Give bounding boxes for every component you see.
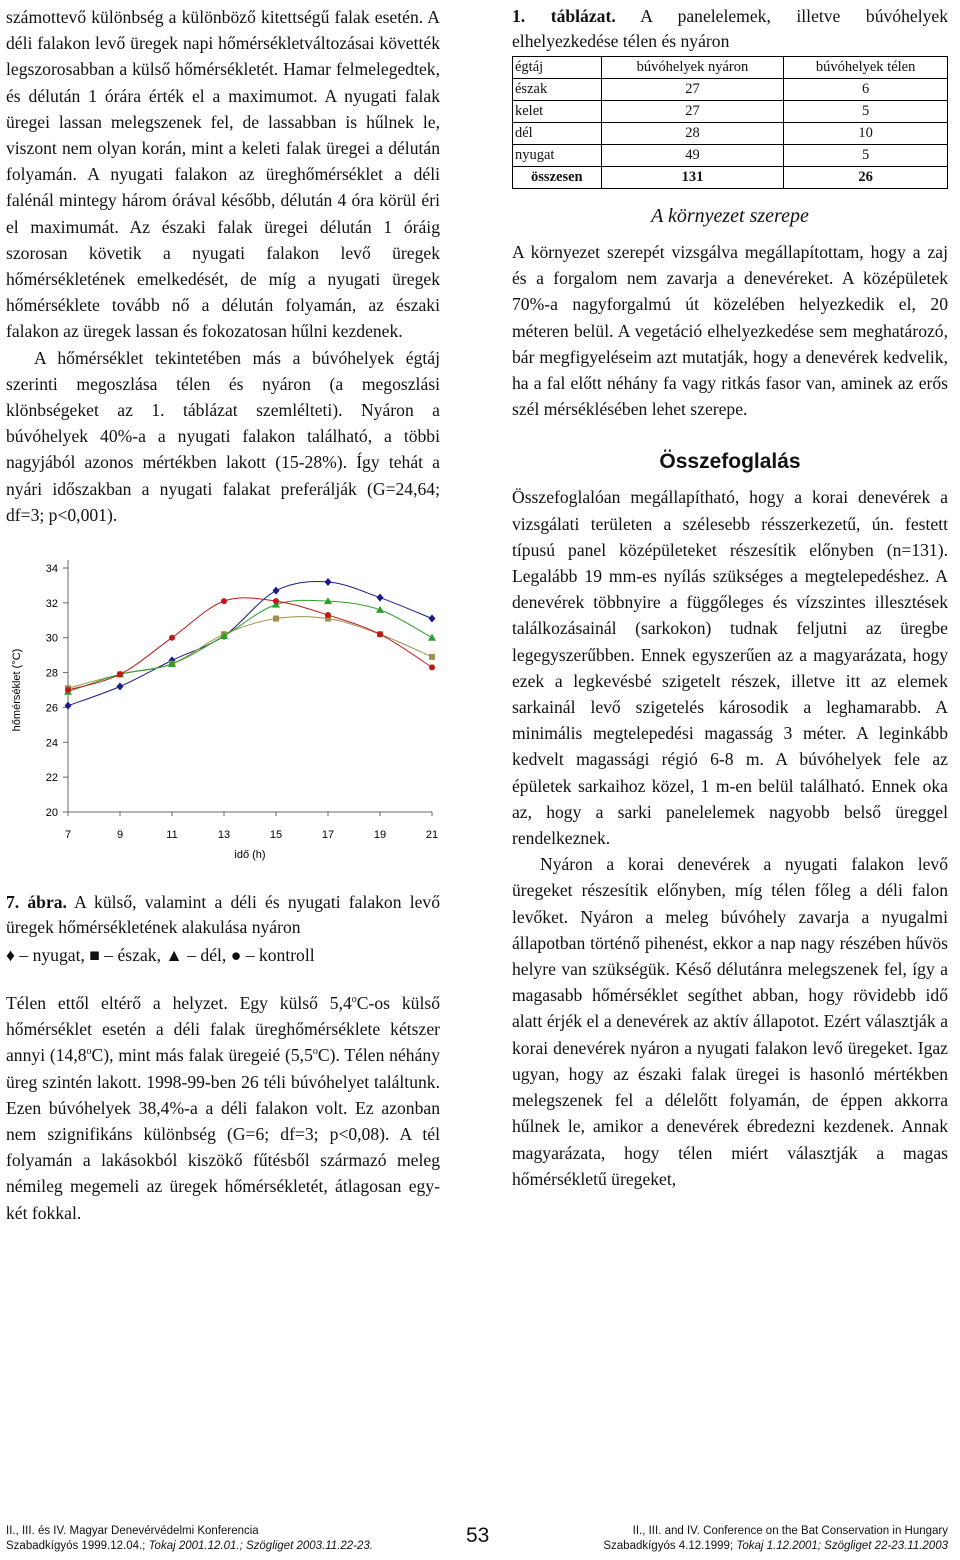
footer-right xyxy=(590,1524,948,1554)
table-cell: 6 xyxy=(784,79,948,101)
triangle-icon: ▲ xyxy=(165,945,183,966)
legend-label: – kontroll xyxy=(241,945,315,966)
y-tick-label: 32 xyxy=(45,597,58,610)
superscript: o xyxy=(86,1046,92,1058)
data-point xyxy=(65,687,71,693)
y-axis-label: hőmérséklet (°C) xyxy=(11,648,23,732)
x-tick-label: 17 xyxy=(321,829,335,842)
data-point xyxy=(65,702,72,710)
figure-caption xyxy=(6,890,440,940)
footer-left xyxy=(6,1524,373,1554)
text-run: C), mint más falak üregeié (5,5 xyxy=(91,1045,313,1066)
y-tick-label: 30 xyxy=(45,632,58,645)
diamond-icon: ♦ xyxy=(6,945,15,966)
x-tick-label: 13 xyxy=(217,829,231,842)
x-tick-label: 19 xyxy=(373,829,387,842)
table-cell: nyugat xyxy=(513,145,602,167)
text-run: Télen ettől eltérő a helyzet. Egy külső 5,4 xyxy=(6,993,352,1014)
x-tick-label: 21 xyxy=(425,829,439,842)
x-tick-label: 11 xyxy=(166,829,178,842)
table-caption-text: A panelelemek, illetve búvóhelyek elhelyezkedése télen és nyáron xyxy=(512,6,948,51)
subsection-heading: A környezet szerepe xyxy=(651,205,809,227)
footer-line xyxy=(590,1539,948,1554)
table-label: 1. táblázat. xyxy=(512,6,616,26)
x-tick-label: 7 xyxy=(64,829,72,842)
x-tick-label: 15 xyxy=(269,829,283,842)
paragraph: számottevő különbség a különböző kitettségű falak esetén. A déli falakon levő üregek napi hőmérsékletváltozásai követték legszorosabban a külső hőmérsékletét. Hamar felmelegedtek, és délután 1 órára érték el a maximumot. A nyugati falak üregei lassan melegszenek fel, de lassabban is hűlnek le, viszont nem olyan korán, mint a keleti falak üregei a délután folyamán. A nyugati falakon az üreghőmérséklet a déli falénál mintegy három órával később, délután 4 óra körül éri el maximumát. Az északi falak üregei délután 1 óráig szorosan követik a nyugati falakon levő üregek hőmérsékletének emelkedését, de míg a nyugati üregek hőmérséklete tovább nő a délután folyamán, az északi falakon az üregek lassan és fokozatosan hűlni kezdenek. xyxy=(6,7,440,342)
footer-text: Szabadkígyós 1999.12.04.; xyxy=(6,1540,149,1552)
legend-label: – észak, xyxy=(99,945,166,966)
table-header: búvóhelyek nyáron xyxy=(601,57,784,79)
table-row xyxy=(513,145,948,167)
data-point xyxy=(377,594,384,602)
y-tick-label: 22 xyxy=(45,772,58,785)
left-column xyxy=(6,4,440,1226)
table-cell: 49 xyxy=(601,145,784,167)
circle-icon: ● xyxy=(230,945,242,966)
table-cell: 28 xyxy=(601,123,784,145)
data-point xyxy=(429,664,435,670)
paragraph: Nyáron a korai denevérek a nyugati falakon levő üregeket részesítik előnyben, míg télen főleg a déli falon levőket. Nyáron a meleg búvóhely zavarja a nyugalmi állapotban történő pihenést, ekkor a nap nagy részében hűvös helyre van szükségük. Késő délutánra melegszenek fel, így a magasabb hőmérséklet segíthet abban, hogy rövidebb idő alatt érjék el a denevérek az aktív állapotot. Ezért választják a korai denevérek nyáron a nyugati falakon levő üregeket. Igaz ugyan, hogy az északi falak üregei is hasonló mértékben melegszenek fel a délelőtt folyamán, de éppen akkorra hűlnek le, amikor a denevérek ébredezni kezdenek. Annak magyarázata, hogy télen miért választják a magas hőmérsékletű üregeket, xyxy=(512,854,948,1189)
data-point xyxy=(428,634,436,641)
footer-line: II., III. and IV. Conference on the Bat Conservation in Hungary xyxy=(632,1525,948,1537)
y-tick-label: 28 xyxy=(45,667,58,680)
table-cell: észak xyxy=(513,79,602,101)
paragraph xyxy=(6,990,440,1226)
paragraph: A környezet szerepét vizsgálva megállapítottam, hogy a zaj és a forgalom nem zavarja a denevéreket. A középületek 70%-a nagyforgalmú út közelében helyezkedik el, 20 méteren belül. A vegetáció elhelyezkedése sem meghatározó, bár megfigyeléseim azt mutatják, hogy a denevérek kedvelik, ha a fal előtt néhány fa vagy ritkás fasor van, aminek az erős szél mérséklésében lehet szerepe. xyxy=(512,242,948,420)
data-point xyxy=(273,598,279,604)
figure-legend xyxy=(6,942,440,968)
data-point xyxy=(325,578,332,586)
table-header: égtáj xyxy=(513,57,602,79)
table-cell: 27 xyxy=(601,101,784,123)
legend-label: – nyugat, xyxy=(14,945,90,966)
series-line-észak xyxy=(68,617,432,689)
table-row xyxy=(513,101,948,123)
data-point xyxy=(377,631,383,637)
temperature-chart xyxy=(6,550,439,880)
legend-label: – dél, xyxy=(182,945,231,966)
data-point xyxy=(273,616,279,622)
footer-text: Tokaj 2001.12.01.; Szögliget 2003.11.22-23. xyxy=(148,1540,374,1552)
table-caption xyxy=(512,4,948,54)
figure-caption-text: A külső, valamint a déli és nyugati falakon levő üregek hőmérsékletének alakulása nyáron xyxy=(6,892,440,938)
table-header: búvóhelyek télen xyxy=(784,57,948,79)
footer-text: Tokaj 1.12.2001; Szögliget 22-23.11.2003 xyxy=(736,1540,948,1552)
data-point xyxy=(273,587,280,595)
table-cell: 26 xyxy=(784,167,948,189)
y-tick-label: 34 xyxy=(45,563,58,576)
footer-line xyxy=(6,1539,373,1554)
data-point xyxy=(117,671,123,677)
table-total-row xyxy=(513,167,948,189)
paragraph: Összefoglalóan megállapítható, hogy a korai denevérek a vizsgálati területen a szélesebb résszerkezetű, ún. festett típusú panel középületeket részesítik előnyben (n=131). Legalább 19 mm-es nyílás szükséges a megtelepedéshez. A denevérek többnyire a függőleges és vízszintes illesztések találkozásainál (sarkokon) tudnak feljutni az üregbe legegyszerűbben. Ennek egyszerűen az a magyarázata, hogy ezek a legkevésbé szigetelt részek, illetve itt az elemek sarkainál levő szigetelés károsodik a leghamarabb. A minimális megtelepedési magasság 3 méter. A leginkább kedvelt magassági régió 6-8 m. A búvóhelyek fele az épületek sarkaihoz közel, 1 m-en belül található. Ennek oka az, hogy a sarki panelelemek nagyobb belső üreggel rendelkeznek. xyxy=(512,487,948,849)
data-table xyxy=(512,56,948,189)
data-point xyxy=(117,683,124,691)
table-cell: 131 xyxy=(601,167,784,189)
footer-line: II., III. és IV. Magyar Denevérvédelmi Konferencia xyxy=(6,1525,259,1537)
footer-text: Szabadkígyós 4.12.1999; xyxy=(603,1540,737,1552)
text-run: C-os külső hőmérséklet esetén a déli falak üreghőmérséklete kétszer annyi (14,8 xyxy=(6,993,440,1066)
data-point xyxy=(221,598,227,604)
table-cell: 10 xyxy=(784,123,948,145)
table-row xyxy=(513,123,948,145)
table-row xyxy=(513,79,948,101)
series-line-dél xyxy=(68,600,432,691)
x-axis-label: idő (h) xyxy=(234,849,266,862)
superscript: o xyxy=(312,1046,318,1058)
square-icon: ■ xyxy=(89,945,100,966)
y-tick-label: 24 xyxy=(45,737,58,750)
y-tick-label: 20 xyxy=(45,807,58,820)
table-header-row xyxy=(513,57,948,79)
data-point xyxy=(325,612,331,618)
text-run: C). Télen néhány üreg szintén lakott. 1998-99-ben 26 téli búvóhelyet találtunk. Ezen búvóhelyek 38,4%-a a déli falakon volt. Ez azonban nem szignifikáns különbség (G=6; df=3; p<0,08). A tél folyamán a lakásokból kiszökő fűtésből származó meleg némileg megemeli az üregek hőmérsékletét, átlagosan egy-két fokkal. xyxy=(6,1045,440,1223)
table-cell: 5 xyxy=(784,101,948,123)
paragraph: A hőmérséklet tekintetében más a búvóhelyek égtáj szerinti megoszlása télen és nyáron (a megoszlási klönbségeket az 1. táblázat szemlélteti). Nyáron a búvóhelyek 40%-a a nyugati falakon található, a többi nagyjából azonos mértékben lakott (15-28%). Így tehát a nyári időszakban a nyugati falakat preferálják (G=24,64; df=3; p<0,001). xyxy=(6,347,440,525)
table-cell: kelet xyxy=(513,101,602,123)
y-tick-label: 26 xyxy=(45,702,58,715)
data-point xyxy=(169,635,175,641)
x-tick-label: 9 xyxy=(116,829,124,842)
data-point xyxy=(429,654,435,660)
table-cell: összesen xyxy=(513,167,602,189)
right-column xyxy=(512,4,948,1192)
section-heading: Összefoglalás xyxy=(659,450,801,474)
table-cell: dél xyxy=(513,123,602,145)
superscript: o xyxy=(351,994,357,1006)
table-cell: 5 xyxy=(784,145,948,167)
data-point xyxy=(429,615,436,623)
page-number: 53 xyxy=(466,1524,490,1547)
table-cell: 27 xyxy=(601,79,784,101)
figure-label: 7. ábra. xyxy=(6,892,67,913)
